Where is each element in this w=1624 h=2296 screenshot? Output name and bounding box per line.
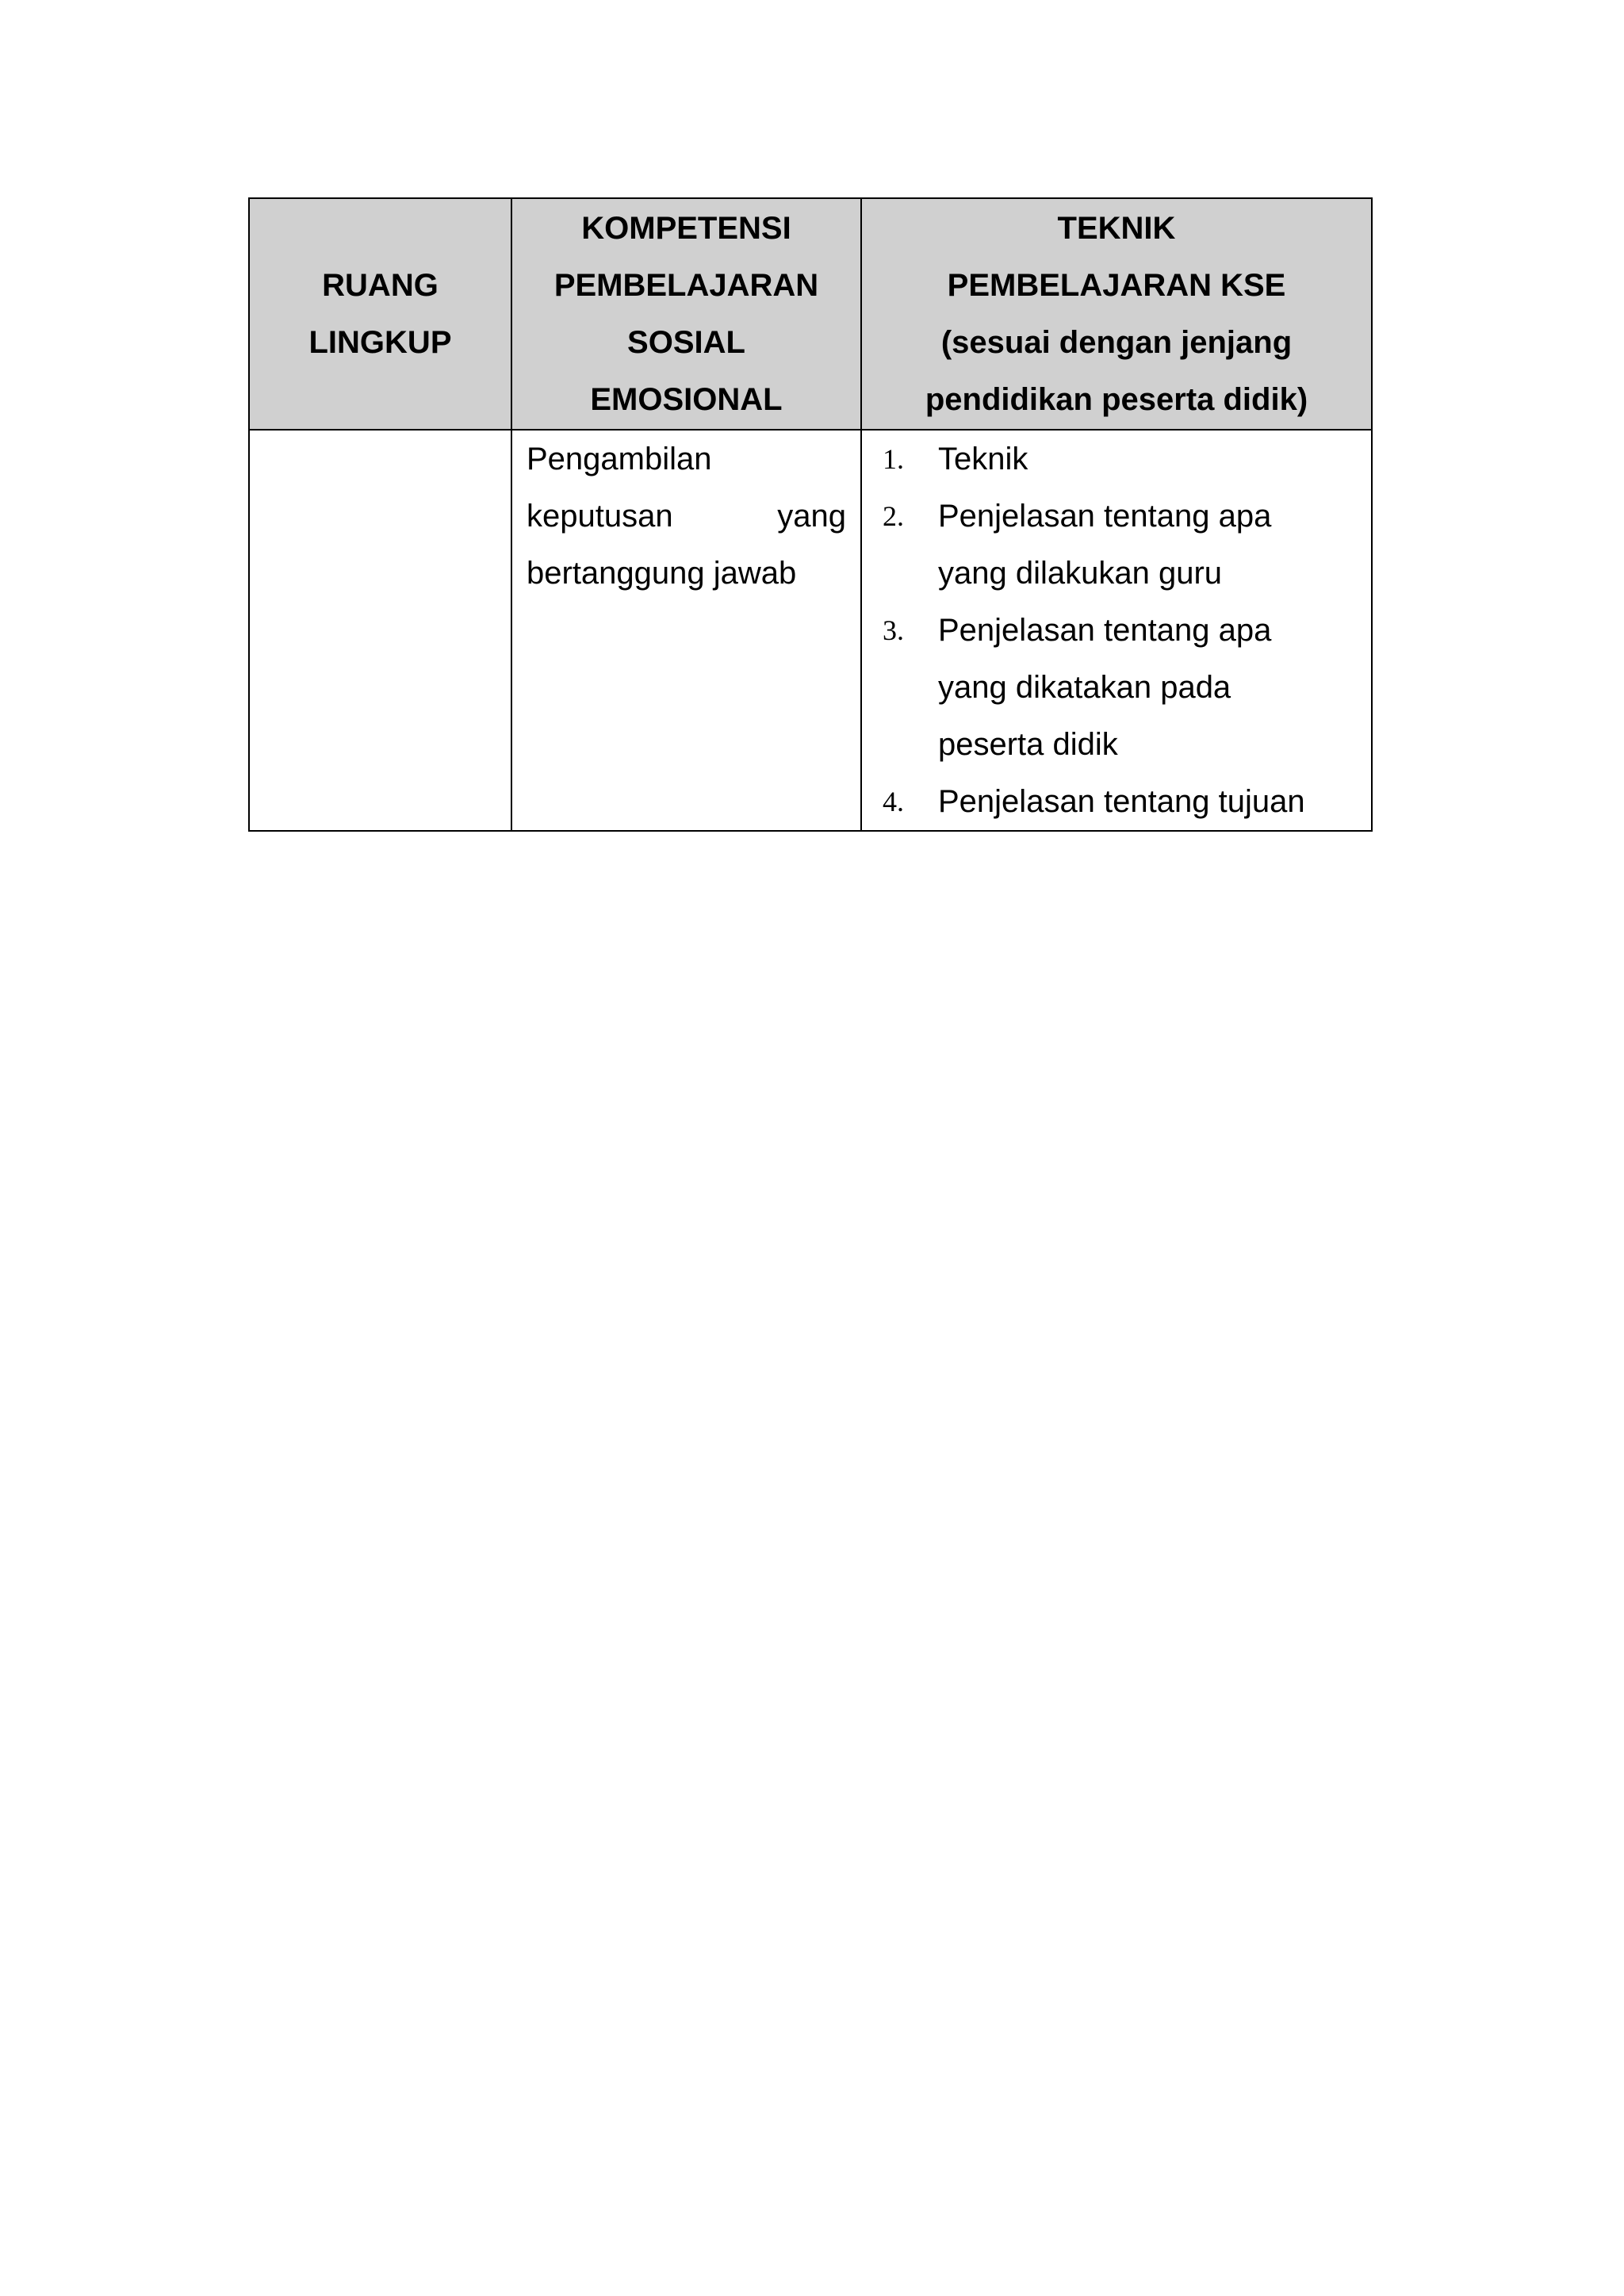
- list-item-text: Teknik: [938, 442, 1028, 476]
- list-item-text: peserta didik: [938, 727, 1118, 762]
- teknik-list: [862, 430, 1371, 830]
- header-line: RUANG: [322, 268, 439, 303]
- list-number: 4.: [883, 786, 904, 817]
- list-item-text: Penjelasan tentang apa: [938, 613, 1272, 648]
- list-number: 3.: [883, 614, 904, 646]
- list-item: [862, 430, 1371, 488]
- kompetensi-word: keputusan: [527, 499, 673, 534]
- header-line: KOMPETENSI: [581, 211, 791, 246]
- list-number: 2.: [883, 500, 904, 532]
- table-header-row: [249, 198, 1372, 430]
- header-line: PEMBELAJARAN KSE: [947, 268, 1286, 303]
- header-line: pendidikan peserta didik): [925, 382, 1308, 417]
- kompetensi-line: [527, 488, 846, 545]
- cell-teknik: [861, 430, 1372, 831]
- list-item: [862, 488, 1371, 602]
- header-kompetensi: [511, 198, 861, 430]
- header-line: EMOSIONAL: [590, 382, 783, 417]
- list-item-text: Penjelasan tentang tujuan: [938, 784, 1305, 819]
- table-row: [249, 430, 1372, 831]
- list-item: [862, 602, 1371, 773]
- header-line: SOSIAL: [627, 325, 745, 360]
- header-ruang-lingkup: [249, 198, 511, 430]
- cell-ruang-lingkup: [249, 430, 511, 831]
- cell-kompetensi: [511, 430, 861, 831]
- kompetensi-line: bertanggung jawab: [527, 556, 797, 591]
- list-item-text: yang dikatakan pada: [938, 670, 1231, 705]
- list-number: 1.: [883, 443, 904, 475]
- header-line: PEMBELAJARAN: [553, 268, 819, 303]
- kompetensi-word: yang: [777, 499, 846, 534]
- content-table: [248, 197, 1373, 832]
- list-item-text: yang dilakukan guru: [938, 556, 1223, 591]
- list-item-text: Penjelasan tentang apa: [938, 499, 1272, 534]
- header-line: (sesuai dengan jenjang: [940, 325, 1293, 360]
- list-item: [862, 773, 1371, 830]
- header-line: TEKNIK: [1057, 211, 1176, 246]
- header-line: LINGKUP: [308, 325, 452, 360]
- kompetensi-line: Pengambilan: [527, 442, 712, 476]
- header-teknik: [861, 198, 1372, 430]
